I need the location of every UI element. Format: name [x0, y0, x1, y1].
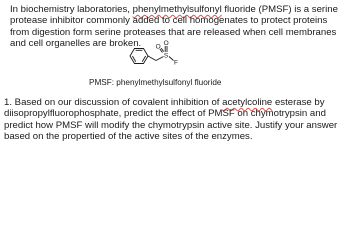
structure-caption: PMSF: phenylmethylsulfonyl fluoride: [89, 78, 222, 87]
intro-term-misspelled: phenylmethylsulfonyl: [132, 4, 222, 15]
sulfur-label: S: [163, 52, 169, 60]
alkyl-bonds: [148, 56, 164, 61]
question-term-misspelled: acetylcoline: [222, 97, 273, 108]
question-text-before: 1. Based on our discussion of covalent inhibition of: [4, 97, 223, 108]
intro-text-after: fluoride (PMSF) is a serine protease inhibitor commonly added to cell homogenates to protect proteins from digestion form serine proteases that are released when cell membranes and cell organelles are broken.: [10, 4, 338, 50]
fluorine-label: F: [174, 59, 178, 67]
question-text-after: esterase by diisopropylfluorophosphate, predict the effect of PMSF on chymotrypsin and predict how PMSF will modify the chymotrypsin active site. Justify your answer based on the propertied of the active sites of the enzymes.: [4, 97, 338, 143]
pmsf-structure-diagram: [120, 39, 200, 73]
oxygen-top-label: O: [163, 40, 169, 47]
benzene-ring: [130, 49, 148, 64]
intro-text-before: In biochemistry laboratories,: [10, 4, 133, 15]
question-paragraph: [4, 97, 347, 143]
oxygen-left-label: O: [155, 43, 161, 51]
